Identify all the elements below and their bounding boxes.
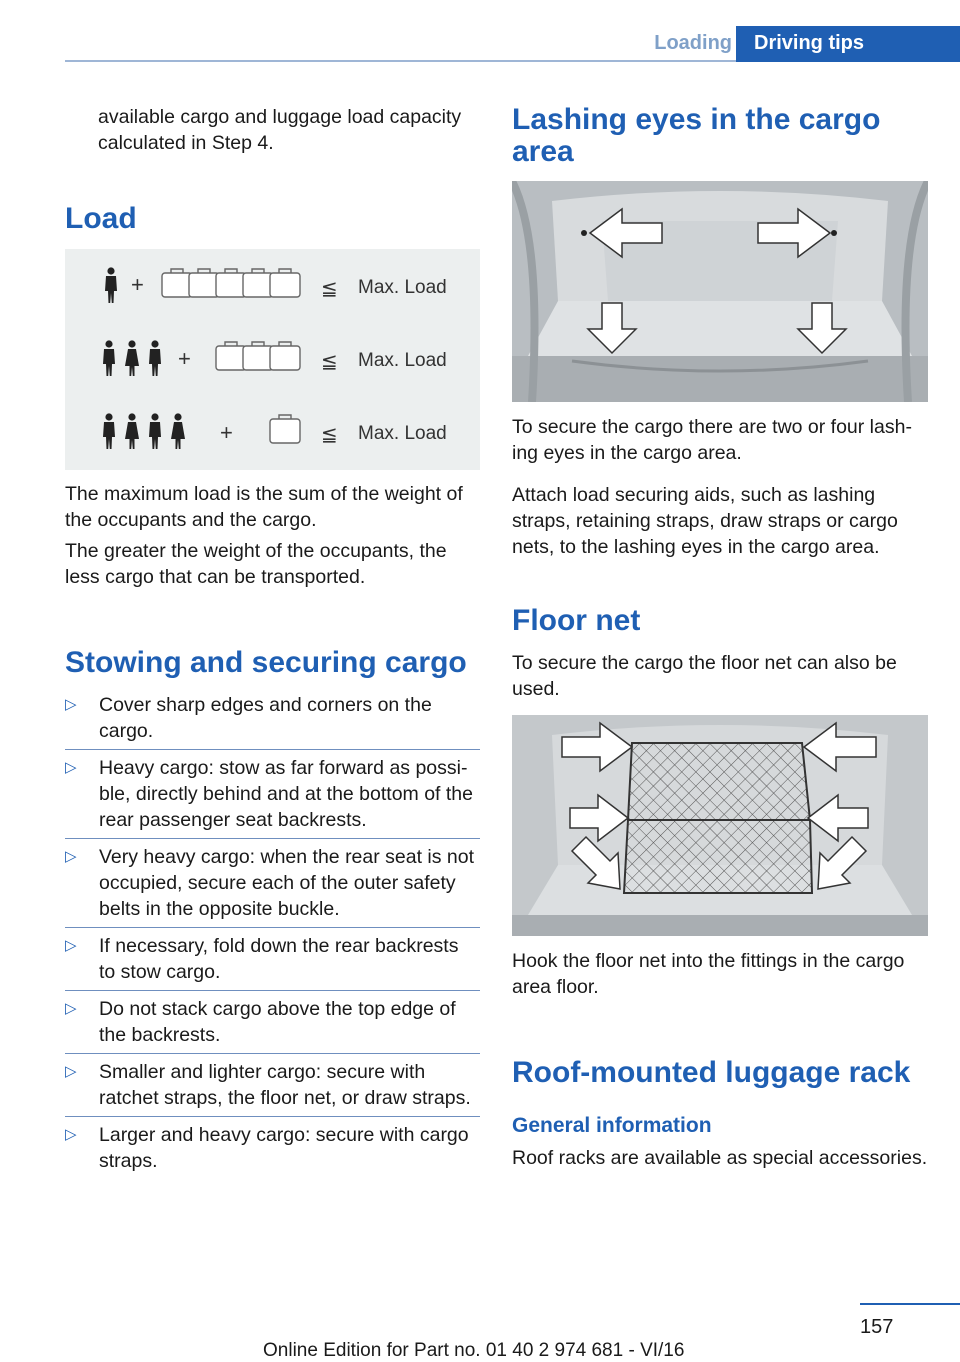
list-item-text: Heavy cargo: stow as far forward as possi‐ble, directly behind and at the bottom of the rear passenger seat backrests. [99, 757, 473, 831]
max-load-label: Max. Load [358, 423, 447, 444]
less-equal-sign: ≦ [321, 349, 338, 373]
load-diagram [65, 249, 480, 470]
intro-text: available cargo and luggage load capacity calculated in Step 4. [98, 106, 462, 154]
bullet-triangle-icon: ▷ [65, 1000, 77, 1017]
load-figure [65, 249, 480, 470]
bullet-triangle-icon: ▷ [65, 848, 77, 865]
stowing-heading: Stowing and securing cargo [65, 646, 467, 679]
luggage-icon [243, 342, 273, 370]
occupant-icon [103, 340, 115, 376]
tab-loading[interactable]: Loading [654, 32, 732, 54]
list-item-text: Do not stack cargo above the top edge of the backrests. [99, 998, 456, 1046]
lashing-paragraph-2: Attach load securing aids, such as lashing straps, retaining straps, draw straps or cargo nets, to the lashing eyes in the cargo area. [512, 484, 898, 558]
list-item-text: Cover sharp edges and corners on the cargo. [99, 694, 432, 742]
lashing-paragraph-1: To secure the cargo there are two or four lash‐ing eyes in the cargo area. [512, 416, 912, 464]
cargo-area-illustration [512, 181, 928, 402]
luggage-icon [216, 269, 246, 297]
luggage-icon [189, 269, 219, 297]
luggage-icon [270, 269, 300, 297]
general-information-heading: General information [512, 1114, 712, 1137]
tab-driving-tips[interactable]: Driving tips [736, 26, 960, 62]
floor-net-paragraph-2: Hook the floor net into the fittings in the cargo area floor. [512, 950, 905, 998]
load-heading: Load [65, 202, 137, 235]
list-item-text: If necessary, fold down the rear backrests to stow cargo. [99, 935, 459, 983]
load-paragraph-2: The greater the weight of the occupants, the less cargo that can be transported. [65, 540, 447, 588]
max-load-label: Max. Load [358, 277, 447, 298]
occupant-icon [125, 340, 139, 376]
occupant-icon [125, 413, 139, 449]
luggage-icon [270, 415, 300, 443]
stowing-list [65, 692, 480, 1179]
list-item [65, 996, 480, 1054]
footer-rule [860, 1303, 960, 1305]
bullet-triangle-icon: ▷ [65, 937, 77, 954]
list-item-text: Smaller and lighter cargo: secure with ratchet straps, the floor net, or draw straps. [99, 1061, 471, 1109]
load-paragraph-1: The maximum load is the sum of the weight of the occupants and the cargo. [65, 483, 463, 531]
list-item [65, 755, 480, 839]
roof-rack-heading: Roof-mounted luggage rack [512, 1056, 911, 1089]
page-number: 157 [860, 1316, 894, 1338]
occupant-icon [149, 340, 161, 376]
list-item-text: Larger and heavy cargo: secure with cargo straps. [99, 1124, 469, 1172]
list-item-text: Very heavy cargo: when the rear seat is not occupied, secure each of the outer safety belts in the opposite buckle. [99, 846, 475, 920]
floor-net-photo [512, 715, 928, 936]
lashing-eyes-photo [512, 181, 928, 402]
bullet-triangle-icon: ▷ [65, 759, 77, 776]
less-equal-sign: ≦ [321, 276, 338, 300]
luggage-icon [162, 269, 192, 297]
floor-net-paragraph-1: To secure the cargo the floor net can also be used. [512, 652, 897, 700]
luggage-icon [270, 342, 300, 370]
list-item [65, 692, 480, 750]
bullet-triangle-icon: ▷ [65, 696, 77, 713]
plus-sign: + [131, 272, 144, 297]
list-item [65, 844, 480, 928]
lashing-heading: Lashing eyes in the cargo area [512, 103, 881, 168]
plus-sign: + [178, 346, 191, 371]
floor-net-heading: Floor net [512, 604, 641, 637]
less-equal-sign: ≦ [321, 422, 338, 446]
luggage-icon [216, 342, 246, 370]
occupant-icon [103, 413, 115, 449]
list-item [65, 1122, 480, 1174]
general-information-text: Roof racks are available as special accessories. [512, 1147, 928, 1169]
floor-net-illustration [512, 715, 928, 936]
occupant-icon [149, 413, 161, 449]
bullet-triangle-icon: ▷ [65, 1126, 77, 1143]
list-item [65, 933, 480, 991]
occupant-icon [105, 267, 117, 303]
plus-sign: + [220, 420, 233, 445]
bullet-triangle-icon: ▷ [65, 1063, 77, 1080]
max-load-label: Max. Load [358, 350, 447, 371]
luggage-icon [243, 269, 273, 297]
edition-text: Online Edition for Part no. 01 40 2 974 681 - VI/16 [263, 1340, 685, 1361]
occupant-icon [171, 413, 185, 449]
list-item [65, 1059, 480, 1117]
